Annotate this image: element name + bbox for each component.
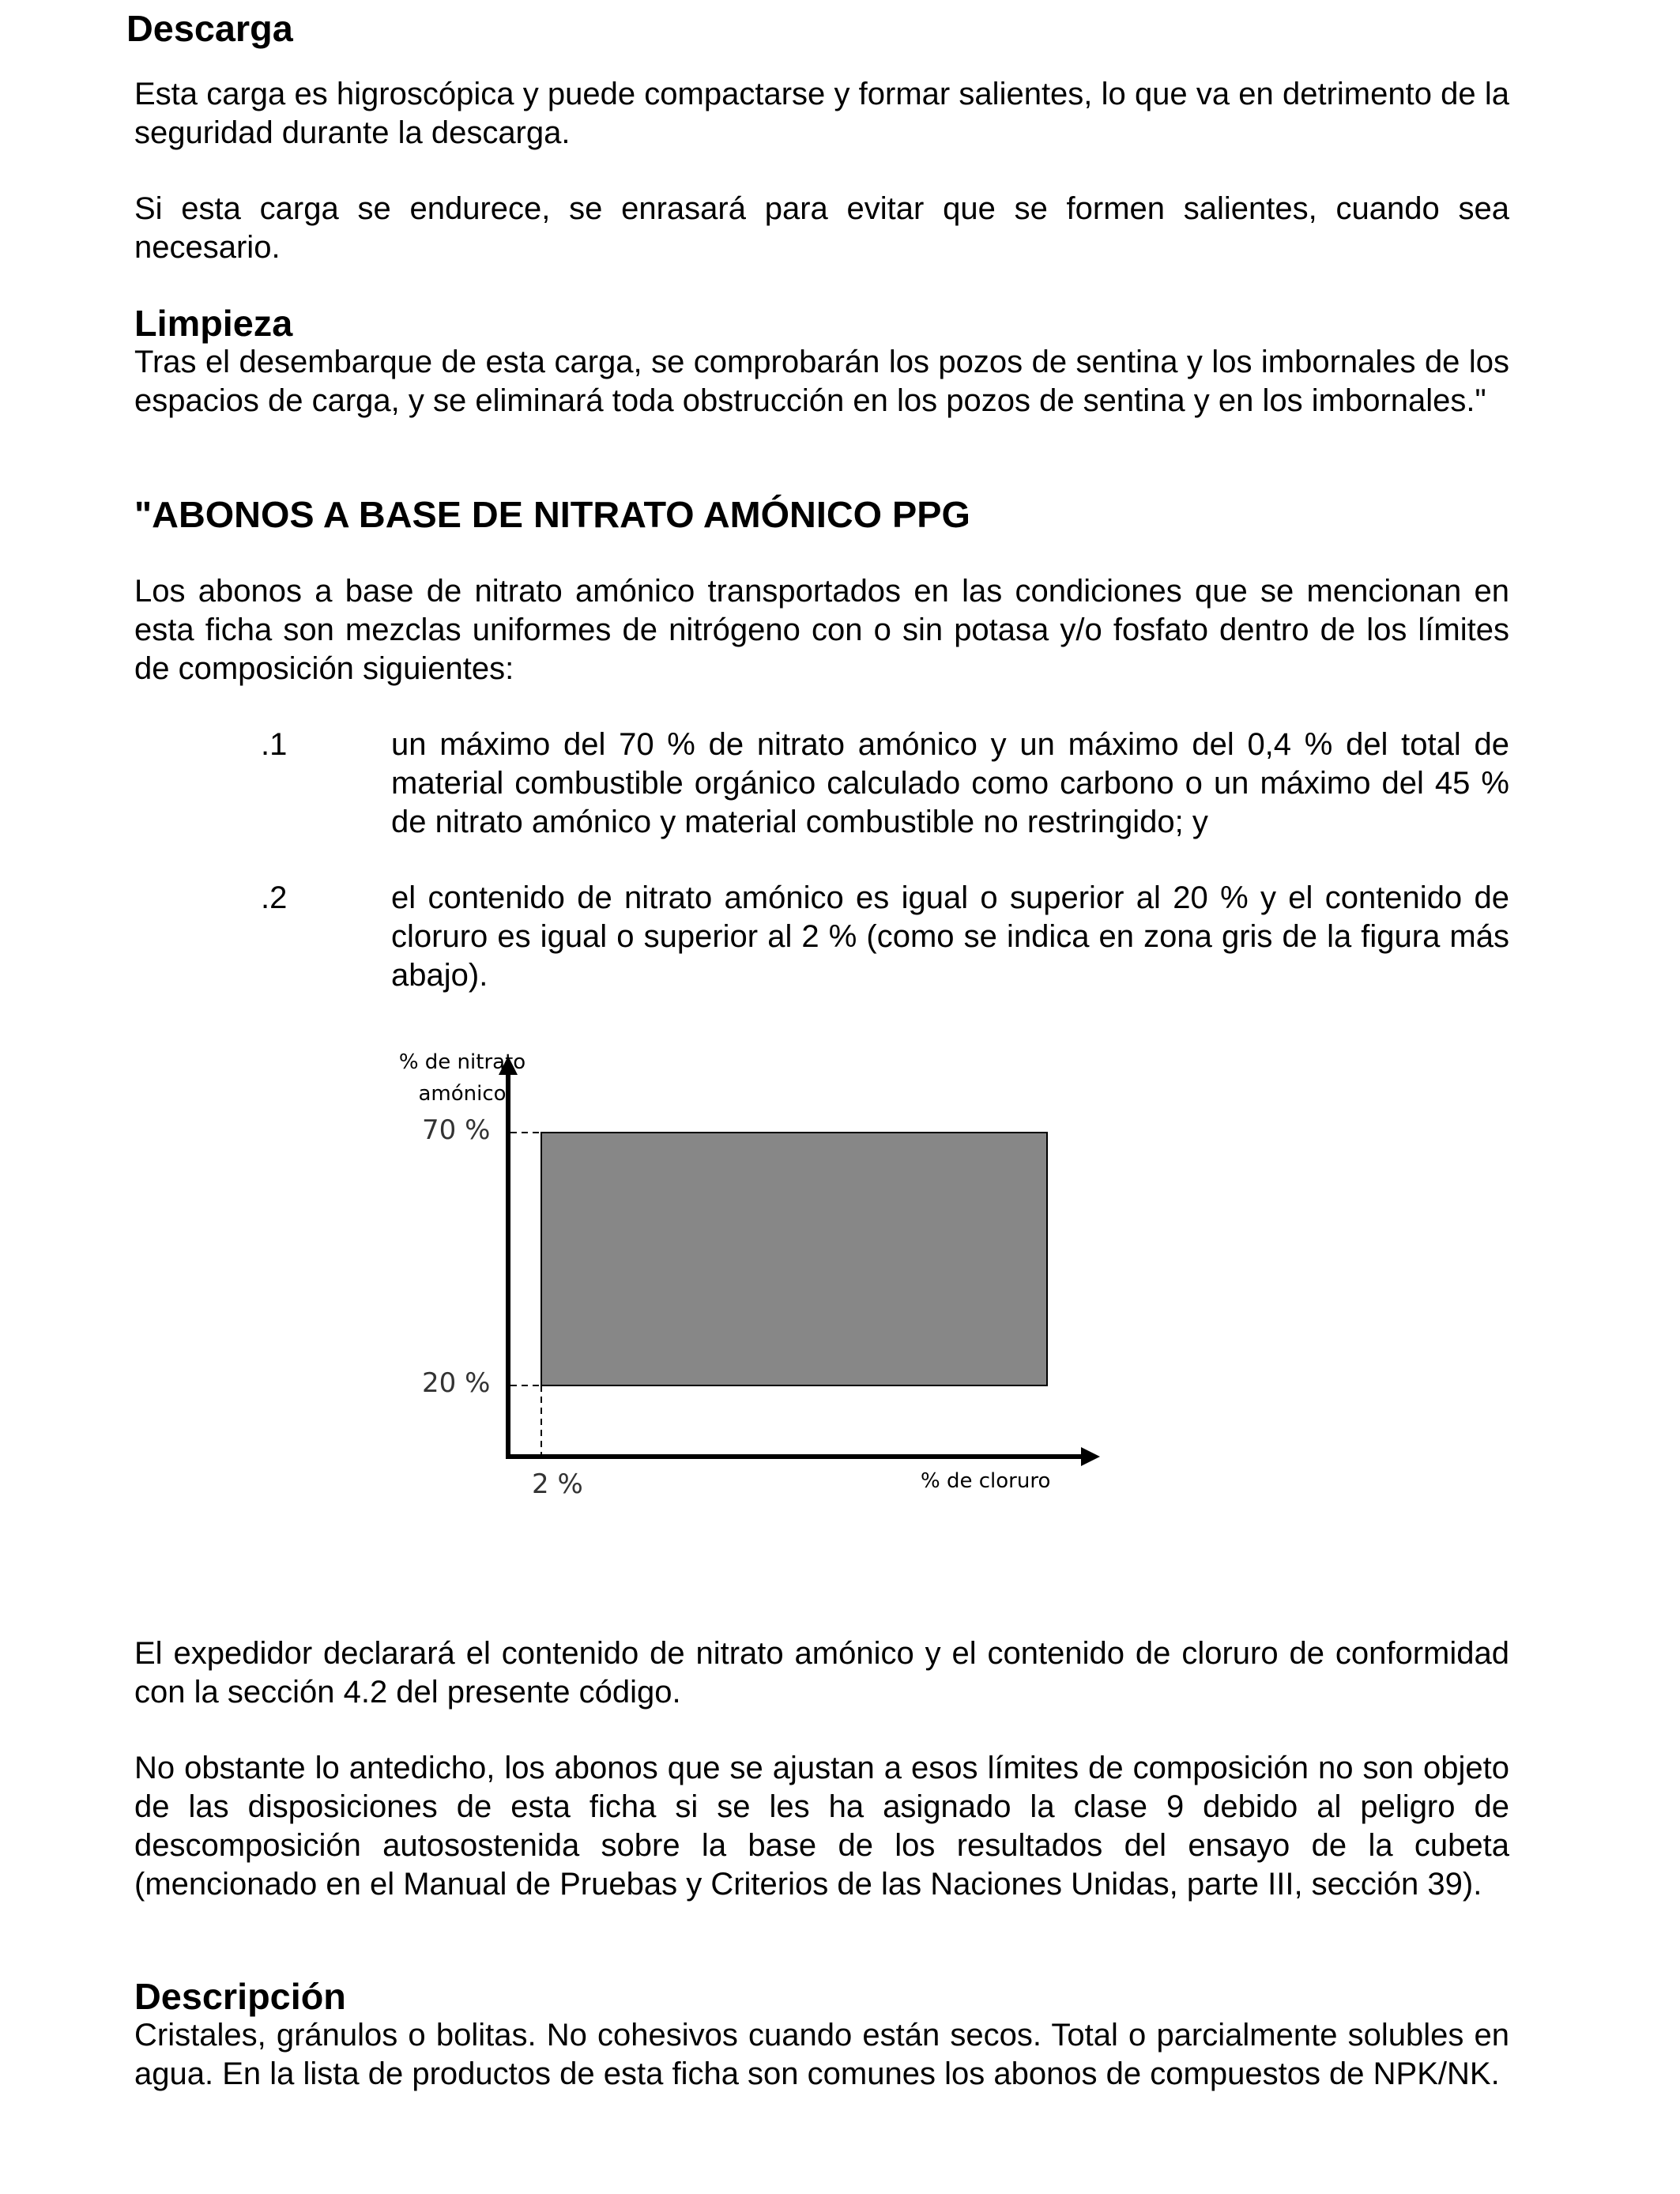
y-tick-70: 70 % — [422, 1114, 491, 1146]
abonos-heading: "ABONOS A BASE DE NITRATO AMÓNICO PPG — [134, 494, 970, 535]
descripcion-text: Cristales, gránulos o bolitas. No cohesivos cuando están secos. Total o parcialmente solubles en agua. En la lista de productos de esta ficha son comunes los abonos de compuestos de NPK/NK. — [134, 2018, 1509, 2091]
limpieza-text: Tras el desembarque de esta carga, se comprobarán los pozos de sentina y los imbornales de los espacios de carga, y se eliminará toda obstrucción en los pozos de sentina y en los imbornales." — [134, 345, 1509, 418]
list-item-number: .2 — [261, 880, 288, 915]
limpieza-section — [134, 304, 1509, 420]
abonos-paragraph — [134, 572, 1509, 688]
list-item-number: .1 — [261, 727, 288, 762]
y-axis-label-line-2: amónico — [418, 1082, 507, 1106]
descarga-text-2: Si esta carga se endurece, se enrasará para evitar que se formen salientes, cuando sea necesario. — [134, 191, 1509, 265]
y-axis-label — [371, 1046, 553, 1110]
descarga-heading: Descarga — [126, 8, 293, 49]
no-obstante-text: No obstante lo antedicho, los abonos que se ajustan a esos límites de composición no son objeto de las disposiciones de esta ficha si se les ha asignado la clase 9 debido al peligro de descomposición autosostenida sobre la base de los resultados del ensayo de la cubeta (mencionado en el Manual de Pruebas y Criterios de las Naciones Unidas, parte III, sección 39). — [134, 1751, 1509, 1902]
no-obstante-paragraph — [134, 1749, 1509, 1904]
descarga-paragraph-2 — [134, 190, 1509, 267]
limpieza-heading: Limpieza — [134, 303, 293, 344]
x-tick-2: 2 % — [532, 1468, 583, 1500]
x-axis-label: % de cloruro — [921, 1469, 1051, 1493]
expedidor-text: El expedidor declarará el contenido de nitrato amónico y el contenido de cloruro de conformidad con la sección 4.2 del presente código. — [134, 1636, 1509, 1710]
descripcion-heading: Descripción — [134, 1976, 346, 2017]
y-axis-label-line-1: % de nitrato — [398, 1050, 526, 1074]
descarga-text-1: Esta carga es higroscópica y puede compactarse y formar salientes, lo que va en detrimento de la seguridad durante la descarga. — [134, 77, 1509, 150]
list-item-text: el contenido de nitrato amónico es igual o superior al 20 % y el contenido de cloruro es igual o superior al 2 % (como se indica en zona gris de la figura más abajo). — [391, 880, 1509, 993]
composition-region — [541, 1133, 1047, 1385]
descripcion-section — [134, 1977, 1509, 2094]
descarga-paragraph-1 — [134, 75, 1509, 153]
abonos-heading-block — [134, 496, 1509, 534]
list-item-text: un máximo del 70 % de nitrato amónico y un máximo del 0,4 % del total de material combustible orgánico calculado como carbono o un máximo del 45 % de nitrato amónico y material combustible no restringido; y — [391, 727, 1509, 839]
expedidor-paragraph — [134, 1634, 1509, 1712]
composition-figure — [340, 1035, 1114, 1525]
y-tick-20: 20 % — [422, 1367, 491, 1399]
abonos-text: Los abonos a base de nitrato amónico transportados en las condiciones que se mencionan en esta ficha son mezclas uniformes de nitrógeno con o sin potasa y/o fosfato dentro de los límites de composición siguientes: — [134, 574, 1509, 686]
